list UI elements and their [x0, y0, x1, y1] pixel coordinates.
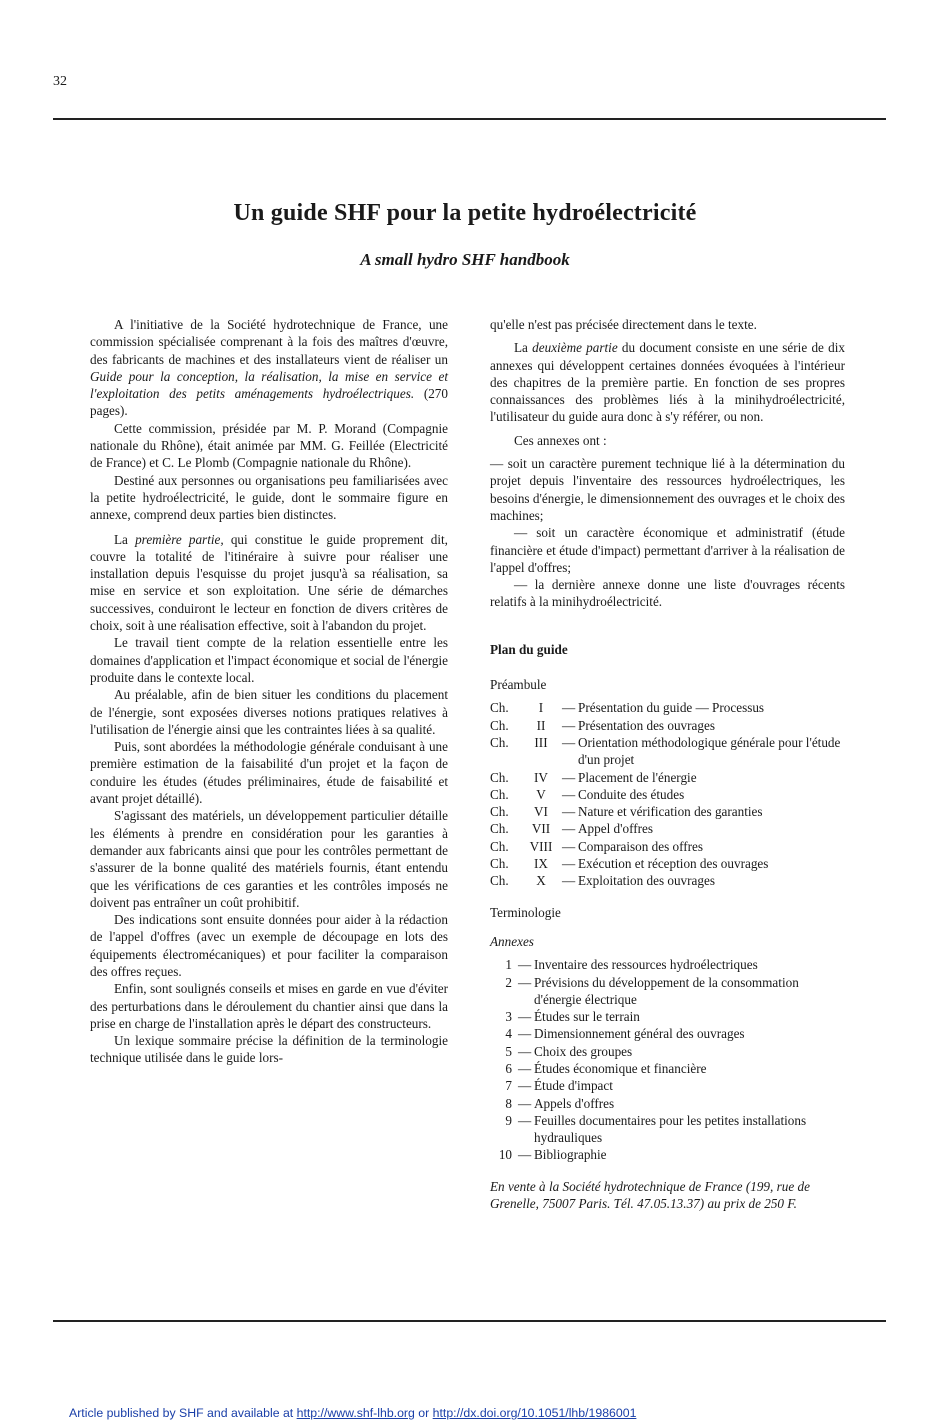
chapter-row: Ch. II — Présentation des ouvrages — [490, 717, 715, 733]
bottom-rule — [53, 1320, 886, 1322]
article-subtitle: A small hydro SHF handbook — [360, 250, 570, 269]
publication-footer — [69, 1406, 636, 1420]
annex-row: 8 — Appels d'offres — [505, 1095, 615, 1111]
paragraph: Cette commission, présidée par M. P. Morand (Compagnie nationale du Rhône), était animée par MM. G. Feillée (Electricité de France) et C. Le Plomb (Compagnie nationale du Rhône). — [90, 420, 448, 471]
paragraph: qu'elle n'est pas précisée directement dans le texte. — [490, 317, 757, 332]
doi-link[interactable]: http://dx.doi.org/10.1051/lhb/1986001 — [432, 1406, 637, 1420]
chapter-row: Ch. IV — Placement de l'énergie — [490, 769, 697, 785]
chapter-row: Ch. I — Présentation du guide — Processus — [490, 700, 765, 716]
chapter-row: Ch. V — Conduite des études — [490, 786, 685, 802]
chapter-row: Ch. VIII — Comparaison des offres — [490, 838, 704, 854]
paragraph: La première partie, qui constitue le guide proprement dit, couvre la totalité de l'itinéraire à suivre pour réaliser une installation depuis l'esquisse du projet jusqu'à sa réalisation, sa mise en service et son exploitation. Une série de démarches successives, conduiront le lecteur en fonction de divers critères de choix, soit à une réalisation effective, soit à l'abandon du projet. — [90, 531, 448, 634]
article-title: Un guide SHF pour la petite hydroélectricité — [233, 200, 697, 226]
paragraph: Puis, sont abordées la méthodologie générale conduisant à une première estimation de la faisabilité d'un projet et la façon de conduire les études (études préliminaires, étude de faisabilité et avant projet détaillé). — [90, 739, 448, 807]
chapter-row: Ch. X — Exploitation des ouvrages — [490, 873, 715, 889]
paragraph: Ces annexes ont : — [514, 432, 607, 448]
annex-row: 5 — Choix des groupes — [505, 1043, 633, 1059]
annex-row: 3 — Études sur le terrain — [505, 1009, 640, 1025]
preambule-label: Préambule — [490, 677, 547, 693]
annex-row: 9 — Feuilles documentaires pour les petites installations hydrauliques — [505, 1112, 807, 1146]
paragraph: A l'initiative de la Société hydrotechnique de France, une commission spécialisée comprenant à la fois des maîtres d'œuvre, des fabricants de machines et des installateurs vient de réaliser un Guide pour la conception, la réalisation, la mise en service et l'exploitation des petits aménagements hydroélectriques. (270 pages). — [90, 317, 448, 419]
paragraph: Un lexique sommaire précise la définition de la terminologie technique utilisée dans le guide lors- — [90, 1033, 448, 1066]
paragraph: Enfin, sont soulignés conseils et mises en garde en vue d'éviter des perturbations dans le déroulement du chantier ainsi que dans la prise en charge de l'installation après le départ des constructeurs. — [90, 981, 448, 1031]
left-column — [90, 316, 448, 1067]
paragraph: Le travail tient compte de la relation essentielle entre les domaines d'application et l'impact économique et social de l'énergie produite dans le contexte local. — [90, 635, 448, 685]
plan-heading: Plan du guide — [490, 641, 568, 657]
annex-row: 10 — Bibliographie — [498, 1147, 607, 1163]
annex-list — [490, 956, 845, 1164]
terminologie-label: Terminologie — [490, 904, 561, 920]
sale-note: En vente à la Société hydrotechnique de France (199, rue de Grenelle, 75007 Paris. Tél. 47.05.13.37) au prix de 250 F. — [490, 1178, 810, 1212]
annex-row: 7 — Étude d'impact — [505, 1078, 613, 1094]
paragraph: La deuxième partie du document consiste en une série de dix annexes qui développent certaines données évoquées à l'intérieur des chapitres de la première partie. En fonction de ses propres connaissances des problèmes liés à la minihydroélectricité, l'utilisateur du guide aura donc à s'y référer, ou non. — [490, 340, 845, 425]
chapter-row: Ch. VI — Nature et vérification des garanties — [490, 804, 763, 820]
paragraph: — soit un caractère purement technique lié à la détermination du projet depuis l'inventaire des ressources hydroélectriques, les besoins d'énergie, le dimensionnement des ouvrages et le choix des machines; — [490, 456, 845, 523]
annex-row: 2 — Prévisions du développement de la consommation d'énergie électrique — [505, 974, 799, 1007]
footer-text: or — [414, 1406, 433, 1420]
chapter-list — [490, 699, 845, 889]
paragraph: Destiné aux personnes ou organisations peu familiarisées avec la petite hydroélectricité, le guide, dont le sommaire figure en annexe, comprend deux parties bien distinctes. — [90, 472, 448, 523]
chapter-row: Ch. VII — Appel d'offres — [490, 821, 654, 837]
paragraph: S'agissant des matériels, un développement particulier détaille les éléments à prendre en considération pour les garanties à demander aux fabricants ainsi que pour les contrôles permettant de s'assurer de la bonne qualité des matériels fournis, étant entendu que les vérifications de ces garanties et les contrôles imposés ne doivent pas entraîner un coût prohibitif. — [90, 808, 448, 910]
annex-row: 4 — Dimensionnement général des ouvrages — [505, 1026, 745, 1042]
annex-row: 6 — Études économique et financière — [505, 1060, 707, 1076]
page-number: 32 — [53, 74, 67, 89]
chapter-row: Ch. IX — Exécution et réception des ouvrages — [490, 856, 769, 872]
shf-link[interactable]: http://www.shf-lhb.org — [296, 1406, 415, 1420]
footer-text: Article published by SHF and available at — [69, 1406, 297, 1420]
annex-row: 1 — Inventaire des ressources hydroélectriques — [505, 957, 758, 973]
top-rule — [53, 118, 886, 120]
paragraph: Au préalable, afin de bien situer les conditions du placement de l'énergie, sont exposées diverses notions pratiques relatives à l'utilisation de l'énergie ainsi que les contraintes liées à sa qualité. — [90, 687, 448, 737]
paragraph: — soit un caractère économique et administratif (étude financière et étude d'impact) permettant d'arriver à la réalisation de l'appel d'offres; — [490, 525, 845, 575]
right-column — [490, 316, 845, 1212]
chapter-row: Ch. III — Orientation méthodologique générale pour l'étude d'un projet — [490, 734, 841, 768]
paragraph: — la dernière annexe donne une liste d'ouvrages récents relatifs à la minihydroélectricité. — [490, 577, 845, 610]
annexes-heading: Annexes — [490, 933, 534, 949]
paragraph: Des indications sont ensuite données pour aider à la rédaction de l'appel d'offres (avec un exemple de découpage en lots des équipements électromécaniques) et pour faciliter la comparaison des offres reçues. — [90, 912, 448, 979]
